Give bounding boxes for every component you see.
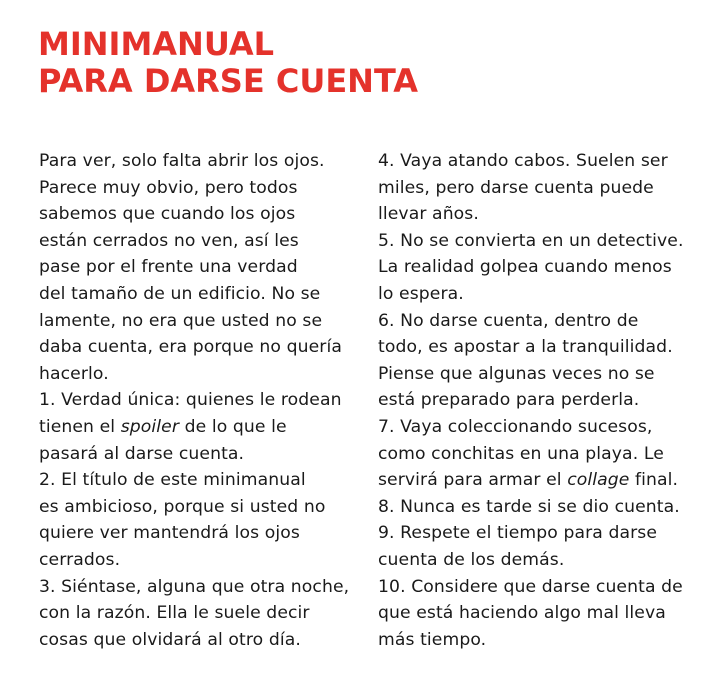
list-item-4-line: llevar años. <box>378 204 479 225</box>
title-line-1: MINIMANUAL <box>38 25 274 63</box>
list-item-3-line: cosas que olvidará al otro día. <box>39 629 301 650</box>
text-line: daba cuenta, era porque no quería <box>39 337 342 358</box>
list-item-5-line: lo espera. <box>378 283 464 304</box>
list-item-5-line: La realidad golpea cuando menos <box>378 257 672 278</box>
list-item-7-line <box>378 467 698 494</box>
text-line: hacerlo. <box>39 363 109 384</box>
list-item-1-line: 1. Verdad única: quienes le rodean <box>39 390 342 411</box>
right-column <box>378 148 698 653</box>
list-item-6-line: Piense que algunas veces no se <box>378 363 655 384</box>
italic-term: collage <box>567 470 630 491</box>
list-item-1-line: pasará al darse cuenta. <box>39 443 245 464</box>
text-line: están cerrados no ven, así les <box>39 230 299 251</box>
title-line-2: PARA DARSE CUENTA <box>38 62 419 100</box>
list-item-4-line: 4. Vaya atando cabos. Suelen ser <box>378 151 668 171</box>
left-column <box>39 148 364 653</box>
list-item-2-line: cerrados. <box>39 549 121 570</box>
list-item-2-line: quiere ver mantendrá los ojos <box>39 523 300 544</box>
text-fragment: de lo que le <box>179 416 287 437</box>
list-item-5-line: 5. No se convierta en un detective. <box>378 230 684 251</box>
text-fragment: tienen el <box>39 416 121 437</box>
text-line: pase por el frente una verdad <box>39 257 298 278</box>
text-line: Parece muy obvio, pero todos <box>39 177 298 198</box>
list-item-9-line: 9. Respete el tiempo para darse <box>378 523 657 544</box>
list-item-7-line: como conchitas en una playa. Le <box>378 443 664 464</box>
text-line: lamente, no era que usted no se <box>39 310 323 331</box>
list-item-3-line: 3. Siéntase, alguna que otra noche, <box>39 576 350 597</box>
italic-term: spoiler <box>120 416 180 437</box>
list-item-2-line: 2. El título de este minimanual <box>39 470 306 491</box>
list-item-10-line: 10. Considere que darse cuenta de <box>378 576 683 597</box>
list-item-7-line: 7. Vaya coleccionando sucesos, <box>378 416 653 437</box>
list-item-4-line: miles, pero darse cuenta puede <box>378 177 654 198</box>
list-item-2-line: es ambicioso, porque si usted no <box>39 496 326 517</box>
list-item-6-line: está preparado para perderla. <box>378 390 640 411</box>
list-item-6-line: todo, es apostar a la tranquilidad. <box>378 337 673 358</box>
text-line: del tamaño de un edificio. No se <box>39 283 321 304</box>
text-fragment: final. <box>629 470 679 491</box>
list-item-10-line: más tiempo. <box>378 629 487 650</box>
list-item-8-line: 8. Nunca es tarde si se dio cuenta. <box>378 496 680 517</box>
list-item-10-line: que está haciendo algo mal lleva <box>378 603 666 624</box>
list-item-9-line: cuenta de los demás. <box>378 549 565 570</box>
text-fragment: servirá para armar el <box>378 470 568 491</box>
text-line: Para ver, solo falta abrir los ojos. <box>39 151 325 171</box>
list-item-1-line <box>39 414 364 441</box>
list-item-3-line: con la razón. Ella le suele decir <box>39 603 310 624</box>
text-line: sabemos que cuando los ojos <box>39 204 296 225</box>
page-title <box>38 26 418 100</box>
list-item-6-line: 6. No darse cuenta, dentro de <box>378 310 639 331</box>
